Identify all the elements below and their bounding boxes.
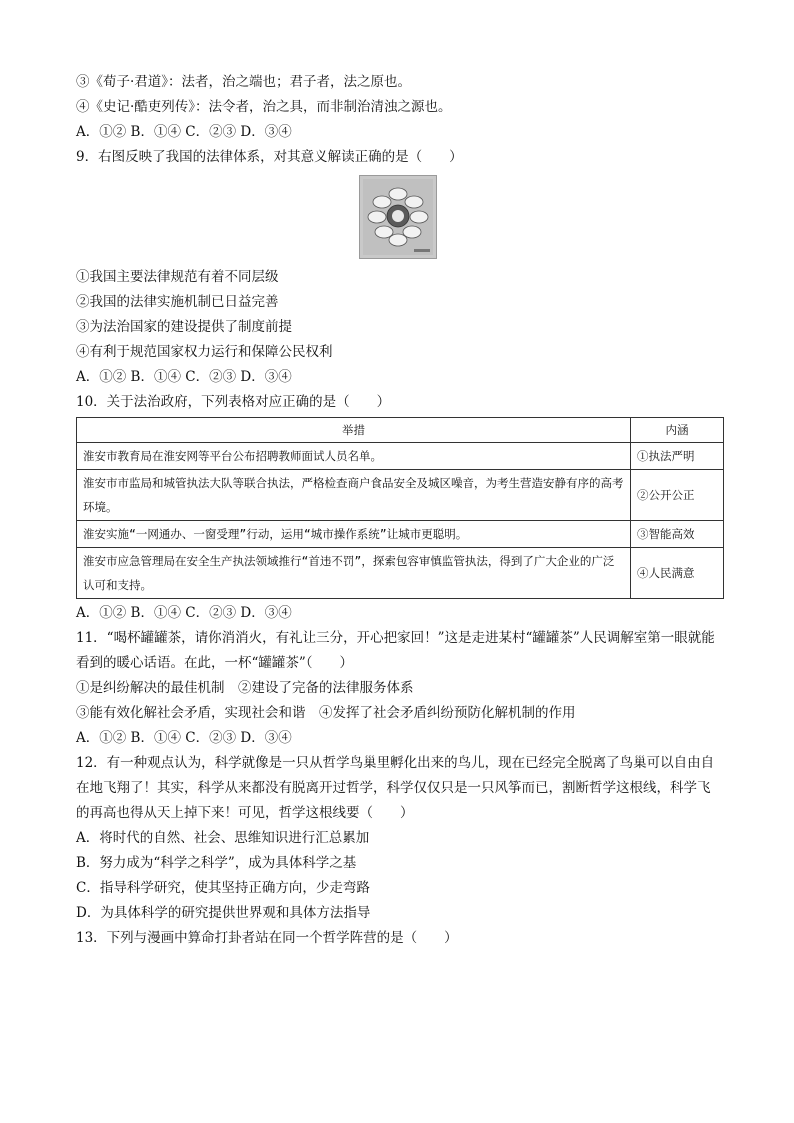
- q9-figure-area: [76, 170, 722, 265]
- legal-system-diagram: [359, 175, 437, 259]
- q11-options: A．①② B．①④ C．②③ D．③④: [76, 730, 292, 746]
- q10-table: [76, 417, 724, 599]
- document-page: [76, 70, 722, 951]
- q11-stem: 11．“喝杯罐罐茶，请你消消火，有礼让三分，开心把家回！”这是走进某村“罐罐茶”人民调解室第一眼就能看到的暖心话语。在此，一杯“罐罐茶”（ ）: [76, 630, 715, 671]
- table-cell-meaning: ③智能高效: [631, 521, 724, 548]
- q11-items-line-2: ③能有效化解社会矛盾，实现社会和谐 ④发挥了社会矛盾纠纷预防化解机制的作用: [76, 705, 576, 721]
- table-cell-measure: 淮安实施“一网通办、一窗受理”行动，运用“城市操作系统”让城市更聪明。: [77, 521, 631, 548]
- q8-options: A．①② B．①④ C．②③ D．③④: [76, 124, 292, 140]
- q9-item-2: ②我国的法律实施机制已日益完善: [76, 294, 279, 310]
- q12-stem: 12．有一种观点认为，科学就像是一只从哲学鸟巢里孵化出来的鸟儿，现在已经完全脱离了鸟巢可以自由自在地飞翔了！其实，科学从来都没有脱离开过哲学，科学仅仅只是一只风筝而已，割断哲学这根线，科学飞的再高也得从天上掉下来！可见，哲学这根线要（ ）: [76, 755, 715, 821]
- q9-item-4: ④有利于规范国家权力运行和保障公民权利: [76, 344, 333, 360]
- table-row: [77, 548, 724, 599]
- table-cell-measure: 淮安市教育局在淮安网等平台公布招聘教师面试人员名单。: [77, 443, 631, 470]
- q10-stem: 10．关于法治政府，下列表格对应正确的是（ ）: [76, 394, 391, 410]
- column-header-measure: 举措: [77, 418, 631, 443]
- q8-item-4: ④《史记·酷吏列传》：法令者，治之具，而非制治清浊之源也。: [76, 99, 452, 115]
- table-cell-meaning: ④人民满意: [631, 548, 724, 599]
- table-cell-meaning: ①执法严明: [631, 443, 724, 470]
- q12-option-c: C．指导科学研究，使其坚持正确方向，少走弯路: [76, 880, 370, 896]
- table-row: [77, 443, 724, 470]
- q9-options: A．①② B．①④ C．②③ D．③④: [76, 369, 292, 385]
- table-row: [77, 521, 724, 548]
- table-cell-meaning: ②公开公正: [631, 470, 724, 521]
- q9-item-3: ③为法治国家的建设提供了制度前提: [76, 319, 292, 335]
- table-row: [77, 470, 724, 521]
- table-cell-measure: 淮安市市监局和城管执法大队等联合执法，严格检查商户食品安全及城区噪音，为考生营造安静有序的高考环境。: [77, 470, 631, 521]
- q9-stem: 9．右图反映了我国的法律体系，对其意义解读正确的是（ ）: [76, 149, 463, 165]
- q9-item-1: ①我国主要法律规范有着不同层级: [76, 269, 279, 285]
- column-header-meaning: 内涵: [631, 418, 724, 443]
- q12-option-a: A．将时代的自然、社会、思维知识进行汇总累加: [76, 830, 370, 846]
- q10-options: A．①② B．①④ C．②③ D．③④: [76, 605, 292, 621]
- table-header-row: [77, 418, 724, 443]
- q8-item-3: ③《荀子·君道》：法者，治之端也；君子者，法之原也。: [76, 74, 412, 90]
- q11-items-line-1: ①是纠纷解决的最佳机制 ②建设了完备的法律服务体系: [76, 680, 414, 696]
- q12-option-b: B．努力成为“科学之科学”，成为具体科学之基: [76, 855, 357, 871]
- q13-stem: 13．下列与漫画中算命打卦者站在同一个哲学阵营的是（ ）: [76, 930, 458, 946]
- table-cell-measure: 淮安市应急管理局在安全生产执法领域推行“首违不罚”，探索包容审慎监管执法，得到了广大企业的广泛认可和支持。: [77, 548, 631, 599]
- q12-option-d: D．为具体科学的研究提供世界观和具体方法指导: [76, 905, 371, 921]
